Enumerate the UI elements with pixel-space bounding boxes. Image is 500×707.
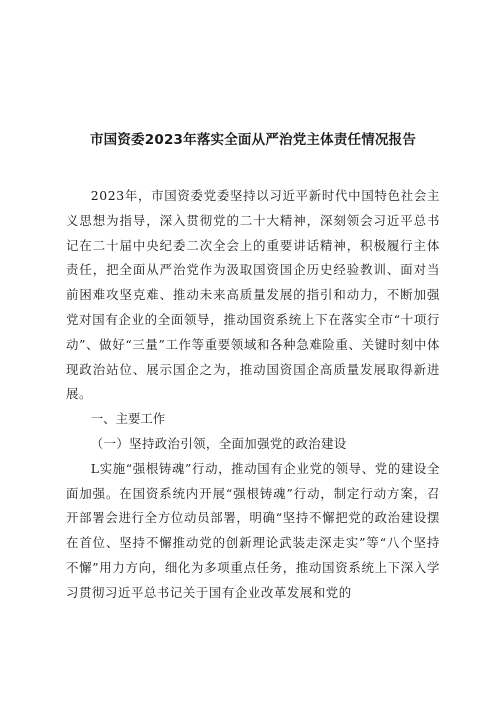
subsection-heading: （一）坚持政治引领，全面加强党的政治建设 [90,435,347,451]
body-paragraph: L实施“强根铸魂”行动，推动国有企业党的领导、党的建设全面加强。在国资系统内开展“强根铸魂”行动，制定行动方案，召开部署会进行全方位动员部署，明确“坚持不懈把党的政治建设摆在首位、坚持不懈推动党的创新理论武装走深走实”等“八个坚持不懈”用力方向，细化为多项重点任务，推动国资系统上下深入学习贯彻习近平总书记关于国有企业改革发展和党的 [66,460,440,600]
intro-paragraph: 2023年，市国资委党委坚持以习近平新时代中国特色社会主义思想为指导，深入贯彻党的二十大精神，深刻领会习近平总书记在二十届中央纪委二次全会上的重要讲话精神，积极履行主体责任，把全面从严治党作为汲取国资国企历史经验教训、面对当前困难攻坚克难、推动未来高质量发展的指引和动力，不断加强党对国有企业的全面领导，推动国资系统上下在落实全市“十项行动”、做好“三量”工作等重要领域和各种急难险重、关键时刻中体现政治站位、展示国企之为，推动国资国企高质量发展取得新进展。 [66,188,440,402]
document-title: 市国资委2023年落实全面从严治党主体责任情况报告 [89,132,417,148]
section-heading: 一、主要工作 [90,411,166,427]
